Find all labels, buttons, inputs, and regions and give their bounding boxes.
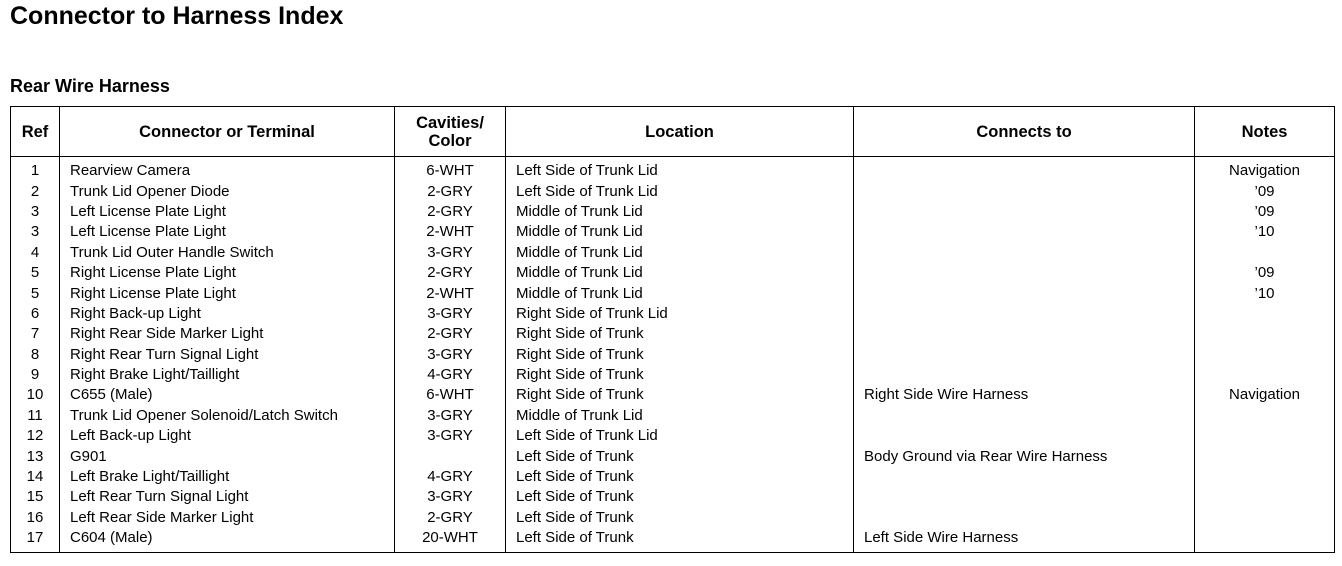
- cell-notes: ’10: [1195, 283, 1335, 303]
- header-cavities-line1: Cavities/: [416, 113, 484, 132]
- cell-location: Left Side of Trunk Lid: [506, 426, 854, 446]
- cell-location: Left Side of Trunk: [506, 487, 854, 507]
- table-row: [11, 157, 1335, 182]
- table-row: [11, 283, 1335, 303]
- cell-location: Left Side of Trunk Lid: [506, 181, 854, 201]
- cell-connects-to: [854, 263, 1195, 283]
- cell-location: Left Side of Trunk: [506, 528, 854, 553]
- table-row: [11, 487, 1335, 507]
- cell-connects-to: [854, 508, 1195, 528]
- table-row: [11, 181, 1335, 201]
- cell-location: Right Side of Trunk: [506, 324, 854, 344]
- cell-notes: [1195, 528, 1335, 553]
- table-body: [11, 157, 1335, 553]
- cell-location: Left Side of Trunk: [506, 467, 854, 487]
- cell-connector: Right Rear Turn Signal Light: [60, 345, 395, 365]
- cell-notes: [1195, 243, 1335, 263]
- cell-connects-to: [854, 181, 1195, 201]
- cell-cavities: 6-WHT: [395, 385, 506, 405]
- cell-connector: Left Rear Side Marker Light: [60, 508, 395, 528]
- cell-location: Right Side of Trunk: [506, 365, 854, 385]
- cell-cavities: 3-GRY: [395, 304, 506, 324]
- cell-connects-to: [854, 304, 1195, 324]
- cell-connects-to: [854, 157, 1195, 182]
- header-location: Location: [506, 107, 854, 157]
- cell-ref: 7: [11, 324, 60, 344]
- cell-connects-to: [854, 345, 1195, 365]
- table-row: [11, 508, 1335, 528]
- cell-connects-to: [854, 243, 1195, 263]
- cell-ref: 2: [11, 181, 60, 201]
- cell-notes: Navigation: [1195, 385, 1335, 405]
- table-header: [11, 107, 1335, 157]
- cell-connects-to: [854, 202, 1195, 222]
- cell-connector: Right Rear Side Marker Light: [60, 324, 395, 344]
- cell-location: Middle of Trunk Lid: [506, 263, 854, 283]
- cell-connector: G901: [60, 446, 395, 466]
- cell-notes: ’09: [1195, 263, 1335, 283]
- cell-ref: 11: [11, 406, 60, 426]
- cell-cavities: 2-GRY: [395, 324, 506, 344]
- cell-cavities: 3-GRY: [395, 243, 506, 263]
- cell-location: Left Side of Trunk Lid: [506, 157, 854, 182]
- cell-connector: C604 (Male): [60, 528, 395, 553]
- cell-connects-to: [854, 406, 1195, 426]
- cell-connects-to: Body Ground via Rear Wire Harness: [854, 446, 1195, 466]
- cell-connector: Right License Plate Light: [60, 283, 395, 303]
- cell-ref: 13: [11, 446, 60, 466]
- cell-notes: [1195, 487, 1335, 507]
- cell-connector: Left License Plate Light: [60, 222, 395, 242]
- cell-location: Right Side of Trunk: [506, 345, 854, 365]
- cell-ref: 4: [11, 243, 60, 263]
- cell-connects-to: [854, 365, 1195, 385]
- table-row: [11, 446, 1335, 466]
- cell-notes: [1195, 426, 1335, 446]
- cell-ref: 5: [11, 263, 60, 283]
- cell-ref: 1: [11, 157, 60, 182]
- table-row: [11, 243, 1335, 263]
- cell-connector: Left Brake Light/Taillight: [60, 467, 395, 487]
- header-ref: Ref: [11, 107, 60, 157]
- table-row: [11, 304, 1335, 324]
- cell-location: Middle of Trunk Lid: [506, 243, 854, 263]
- cell-location: Middle of Trunk Lid: [506, 283, 854, 303]
- cell-notes: ’09: [1195, 202, 1335, 222]
- section-title: Rear Wire Harness: [10, 76, 170, 96]
- cell-cavities: 2-GRY: [395, 508, 506, 528]
- cell-ref: 12: [11, 426, 60, 446]
- cell-ref: 17: [11, 528, 60, 553]
- cell-connector: Trunk Lid Opener Diode: [60, 181, 395, 201]
- cell-connects-to: [854, 222, 1195, 242]
- header-notes: Notes: [1195, 107, 1335, 157]
- cell-cavities: 3-GRY: [395, 406, 506, 426]
- cell-connects-to: [854, 324, 1195, 344]
- table-row: [11, 263, 1335, 283]
- cell-connector: Left License Plate Light: [60, 202, 395, 222]
- cell-notes: [1195, 365, 1335, 385]
- cell-location: Middle of Trunk Lid: [506, 202, 854, 222]
- cell-connects-to: [854, 487, 1195, 507]
- header-connector: Connector or Terminal: [60, 107, 395, 157]
- cell-location: Right Side of Trunk: [506, 385, 854, 405]
- header-row: [11, 107, 1335, 157]
- cell-connector: Right License Plate Light: [60, 263, 395, 283]
- cell-connector: Trunk Lid Outer Handle Switch: [60, 243, 395, 263]
- connector-index-table: [10, 106, 1335, 553]
- cell-connects-to: [854, 426, 1195, 446]
- cell-location: Left Side of Trunk: [506, 446, 854, 466]
- table-row: [11, 345, 1335, 365]
- cell-cavities: 4-GRY: [395, 467, 506, 487]
- cell-connects-to: Left Side Wire Harness: [854, 528, 1195, 553]
- cell-connector: Left Back-up Light: [60, 426, 395, 446]
- cell-notes: [1195, 467, 1335, 487]
- table-row: [11, 385, 1335, 405]
- cell-ref: 3: [11, 202, 60, 222]
- cell-connector: Right Brake Light/Taillight: [60, 365, 395, 385]
- cell-cavities: 6-WHT: [395, 157, 506, 182]
- table-row: [11, 426, 1335, 446]
- header-cavities-line2: Color: [428, 131, 472, 150]
- cell-cavities: 2-WHT: [395, 283, 506, 303]
- cell-notes: [1195, 406, 1335, 426]
- cell-cavities: [395, 446, 506, 466]
- cell-cavities: 2-GRY: [395, 181, 506, 201]
- cell-cavities: 3-GRY: [395, 426, 506, 446]
- cell-cavities: 2-WHT: [395, 222, 506, 242]
- cell-ref: 9: [11, 365, 60, 385]
- cell-connector: Rearview Camera: [60, 157, 395, 182]
- cell-cavities: 2-GRY: [395, 263, 506, 283]
- cell-notes: [1195, 324, 1335, 344]
- cell-connector: C655 (Male): [60, 385, 395, 405]
- cell-location: Left Side of Trunk: [506, 508, 854, 528]
- cell-location: Middle of Trunk Lid: [506, 406, 854, 426]
- cell-location: Right Side of Trunk Lid: [506, 304, 854, 324]
- cell-notes: [1195, 508, 1335, 528]
- header-cavities: [395, 107, 506, 157]
- header-connects-to: Connects to: [854, 107, 1195, 157]
- cell-ref: 3: [11, 222, 60, 242]
- cell-notes: [1195, 446, 1335, 466]
- cell-ref: 16: [11, 508, 60, 528]
- cell-ref: 14: [11, 467, 60, 487]
- cell-cavities: 3-GRY: [395, 345, 506, 365]
- cell-connects-to: Right Side Wire Harness: [854, 385, 1195, 405]
- cell-ref: 5: [11, 283, 60, 303]
- table-row: [11, 222, 1335, 242]
- cell-connector: Left Rear Turn Signal Light: [60, 487, 395, 507]
- cell-cavities: 3-GRY: [395, 487, 506, 507]
- cell-cavities: 2-GRY: [395, 202, 506, 222]
- cell-cavities: 20-WHT: [395, 528, 506, 553]
- cell-connector: Right Back-up Light: [60, 304, 395, 324]
- table-row: [11, 467, 1335, 487]
- cell-connects-to: [854, 283, 1195, 303]
- cell-notes: [1195, 345, 1335, 365]
- cell-notes: [1195, 304, 1335, 324]
- cell-connector: Trunk Lid Opener Solenoid/Latch Switch: [60, 406, 395, 426]
- table-row: [11, 406, 1335, 426]
- cell-ref: 8: [11, 345, 60, 365]
- table-row: [11, 324, 1335, 344]
- page-title: Connector to Harness Index: [10, 2, 344, 30]
- cell-notes: ’10: [1195, 222, 1335, 242]
- table-row: [11, 528, 1335, 553]
- cell-notes: Navigation: [1195, 157, 1335, 182]
- cell-ref: 10: [11, 385, 60, 405]
- table-row: [11, 365, 1335, 385]
- cell-ref: 6: [11, 304, 60, 324]
- table-row: [11, 202, 1335, 222]
- cell-location: Middle of Trunk Lid: [506, 222, 854, 242]
- cell-connects-to: [854, 467, 1195, 487]
- cell-cavities: 4-GRY: [395, 365, 506, 385]
- cell-ref: 15: [11, 487, 60, 507]
- cell-notes: ’09: [1195, 181, 1335, 201]
